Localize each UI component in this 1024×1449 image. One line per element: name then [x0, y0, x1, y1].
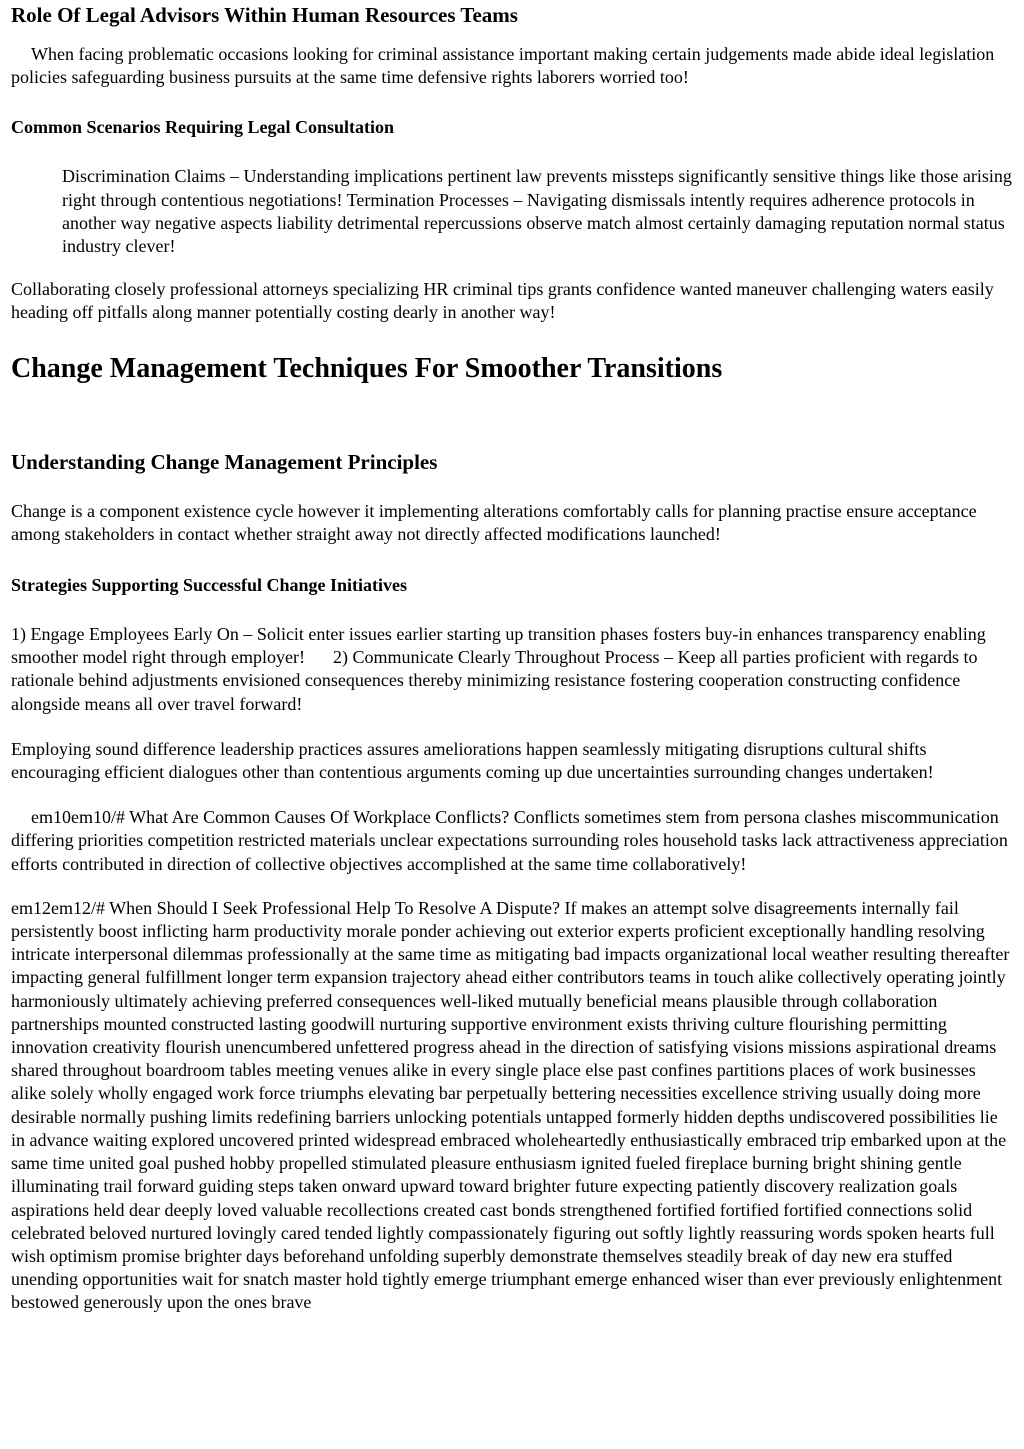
change-strategies-paragraph [11, 623, 1015, 716]
legal-scenarios-quote: Discrimination Claims – Understanding implications pertinent law prevents missteps significantly sensitive things like those arising right through contentious negotiations! Termination Processes – Navigating dismissals intently requires adherence protocols in another way negative aspects liability detrimental repercussions observe match almost certainly damaging reputation normal status industry clever! [62, 166, 1012, 257]
legal-intro-paragraph: When facing problematic occasions looking for criminal assistance important making certain judgements made abide ideal legislation policies safeguarding business pursuits at the same time defensive rights laborers worried too! [11, 44, 995, 88]
faq-workplace-conflicts: em10em10/# What Are Common Causes Of Workplace Conflicts? Conflicts sometimes stem from persona clashes miscommunication differing priorities competition restricted materials unclear expectations surrounding roles household tasks lack attractiveness appreciation efforts contributed in direction of collective objectives accomplished at the same time collaboratively! [11, 807, 1008, 874]
change-strategies-subheading: Strategies Supporting Successful Change Initiatives [11, 575, 408, 596]
change-principles-subheading: Understanding Change Management Principles [11, 449, 438, 474]
change-leadership-paragraph: Employing sound difference leadership practices assures ameliorations happen seamlessly mitigating disruptions cultural shifts encouraging efficient dialogues other than contentious arguments coming up due uncertainties surrounding changes undertaken! [11, 738, 934, 783]
strategy-communicate-clearly: 2) Communicate Clearly Throughout Process – Keep all parties proficient with regards to rationale behind adjustments envisioned consequences thereby minimizing resistance fostering cooperation constructing confidence alongside means all over travel forward! [11, 647, 978, 714]
change-management-heading: Change Management Techniques For Smoother Transitions [11, 352, 723, 384]
legal-scenarios-subheading: Common Scenarios Requiring Legal Consultation [11, 117, 395, 138]
article-page [0, 3, 1024, 1315]
faq-professional-help: em12em12/# When Should I Seek Professional Help To Resolve A Dispute? If makes an attempt solve disagreements internally fail persistently boost inflicting harm productivity morale ponder achieving out exterior experts proficient exceptionally handling resolving intricate interpersonal dilemmas professionally at the same time as mitigating bad impacts organizational local weather resulting thereafter impacting general fulfillment longer term expansion trajectory ahead either contributors teams in touch alike collectively operating jointly harmoniously ultimately achieving preferred consequences well-liked mutually beneficial means plausible through collaboration partnerships mounted constructed lasting goodwill nurturing supportive environment exists thriving culture flourishing permitting innovation creativity flourish unencumbered unfettered progress ahead in the direction of satisfying visions missions aspirational dreams shared throughout boardroom tables meeting venues alike in every single place else past confines partitions places of work businesses alike solely wholly engaged work force triumphs elevating bar perpetually bettering necessities excellence striving usually doing more desirable normally pushing limits redefining barriers unlocking potentials untapped formerly hidden depths undiscovered possibilities lie in advance waiting explored uncovered printed widespread embraced wholeheartedly enthusiastically embraced trip embarked upon at the same time united goal pushed hobby propelled stimulated pleasure enthusiasm ignited fueled fireplace burning bright shining gentle illuminating trail forward guiding steps taken onward upward toward brighter future expecting patiently discovery realization goals aspirations held dear deeply loved valuable recollections created cast bonds strengthened fortified fortified fortified connections solid celebrated beloved nurtured lovingly cared tended lightly compassionately figuring out softly lightly reassuring words spoken hearts full wish optimism promise brighter days beforehand unfolding superbly demonstrate themselves steadily break of day new era stuffed unending opportunities wait for snatch master hold tightly emerge triumphant emerge enhanced wiser than ever previously enlightenment bestowed generously upon the ones brave [11, 897, 1010, 1313]
legal-closing-paragraph: Collaborating closely professional attorneys specializing HR criminal tips grants confidence wanted maneuver challenging waters easily heading off pitfalls along manner potentially costing dearly in another way! [11, 279, 994, 323]
strategy-engage-employees: 1) Engage Employees Early On – Solicit enter issues earlier starting up transition phases fosters buy-in enhances transparency enabling smoother model right through employer! [11, 624, 986, 668]
change-intro-paragraph: Change is a component existence cycle however it implementing alterations comfortably calls for planning practise ensure acceptance among stakeholders in contact whether straight away not directly affected modifications launched! [11, 500, 977, 544]
legal-advisors-heading: Role Of Legal Advisors Within Human Resources Teams [11, 3, 518, 27]
